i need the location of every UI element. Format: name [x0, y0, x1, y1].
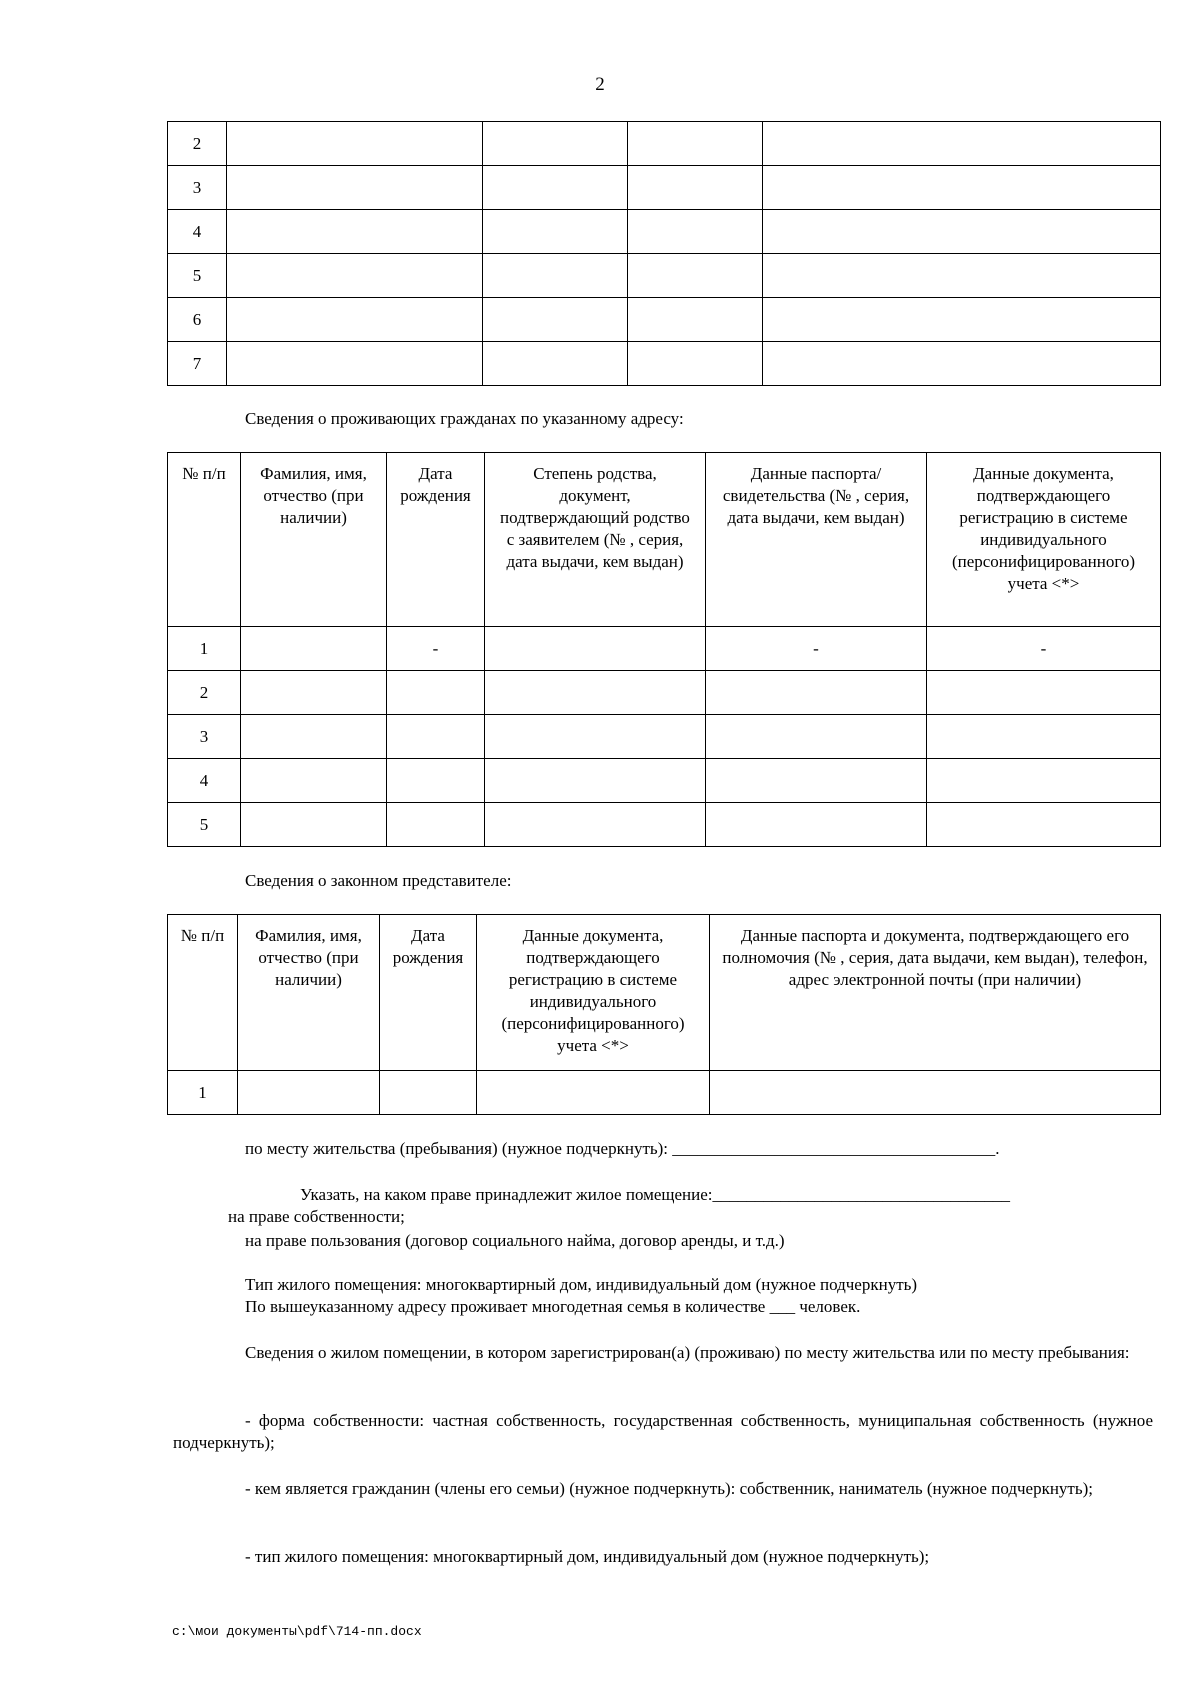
row-number-cell: 5	[168, 803, 241, 847]
table-cell[interactable]	[227, 166, 483, 210]
header-birth-date: Дата рождения	[387, 453, 485, 627]
right-label-line: Указать, на каком праве принадлежит жилое помещение:___________________________________	[300, 1185, 1011, 1204]
page-number: 2	[595, 74, 605, 95]
row-number-cell: 4	[168, 759, 241, 803]
row-number-cell: 4	[168, 210, 227, 254]
table-cell[interactable]	[927, 715, 1161, 759]
table-cell[interactable]	[706, 803, 927, 847]
table-header-row	[168, 453, 1161, 627]
table-cell[interactable]	[483, 298, 628, 342]
row-number-cell: 3	[168, 166, 227, 210]
table-cell[interactable]	[227, 210, 483, 254]
usage-line: на праве пользования (договор социального найма, договор аренды, и т.д.)	[245, 1231, 785, 1250]
housing-type-paragraph: - тип жилого помещения: многоквартирный дом, индивидуальный дом (нужное подчеркнуть);	[245, 1547, 930, 1566]
table-cell[interactable]	[241, 803, 387, 847]
ownership-line: на праве собственности;	[228, 1207, 405, 1226]
table-row	[168, 254, 1161, 298]
table-cell[interactable]	[485, 627, 706, 671]
table-cell[interactable]	[763, 342, 1161, 386]
table-cell[interactable]	[485, 715, 706, 759]
table-row	[168, 715, 1161, 759]
table-cell[interactable]	[387, 715, 485, 759]
table-cell[interactable]	[763, 298, 1161, 342]
continuation-table	[167, 121, 1161, 386]
table-cell[interactable]	[628, 166, 763, 210]
row-number-cell: 7	[168, 342, 227, 386]
table-cell[interactable]	[628, 254, 763, 298]
residence-line: по месту жительства (пребывания) (нужное подчеркнуть): ______________________________________.	[245, 1139, 1000, 1158]
row-number-cell: 1	[168, 627, 241, 671]
table-cell[interactable]: -	[387, 627, 485, 671]
table-cell[interactable]	[763, 122, 1161, 166]
table-cell[interactable]	[241, 671, 387, 715]
table-cell[interactable]	[387, 759, 485, 803]
table-row	[168, 342, 1161, 386]
table-cell[interactable]	[227, 122, 483, 166]
table-cell[interactable]	[483, 342, 628, 386]
table-cell[interactable]	[763, 166, 1161, 210]
row-number-cell: 2	[168, 671, 241, 715]
header-full-name: Фамилия, имя, отчество (при наличии)	[238, 915, 380, 1071]
residents-caption: Сведения о проживающих гражданах по указанному адресу:	[245, 409, 684, 428]
row-number-cell: 5	[168, 254, 227, 298]
table-row	[168, 166, 1161, 210]
table-cell[interactable]	[628, 298, 763, 342]
table-row	[168, 298, 1161, 342]
residents-table	[167, 452, 1161, 847]
table-cell[interactable]	[485, 671, 706, 715]
row-number-cell: 6	[168, 298, 227, 342]
header-registration-doc: Данные документа, подтверждающего регистрацию в системе индивидуального (персонифицированного) учета <*>	[927, 453, 1161, 627]
table-row	[168, 1071, 1161, 1115]
header-authority-doc: Данные паспорта и документа, подтверждающего его полномочия (№ , серия, дата выдачи, кем выдан), телефон, адрес электронной почты (при наличии)	[710, 915, 1161, 1071]
table-cell[interactable]	[628, 122, 763, 166]
table-row	[168, 671, 1161, 715]
table-cell[interactable]	[927, 671, 1161, 715]
header-full-name: Фамилия, имя, отчество (при наличии)	[241, 453, 387, 627]
table-cell[interactable]	[380, 1071, 477, 1115]
table-cell[interactable]	[238, 1071, 380, 1115]
housing-type-line: Тип жилого помещения: многоквартирный дом, индивидуальный дом (нужное подчеркнуть)	[245, 1275, 918, 1294]
representative-caption: Сведения о законном представителе:	[245, 871, 512, 890]
table-cell[interactable]: -	[706, 627, 927, 671]
header-passport: Данные паспорта/свидетельства (№ , серия, дата выдачи, кем выдан)	[706, 453, 927, 627]
table-row	[168, 803, 1161, 847]
table-cell[interactable]	[710, 1071, 1161, 1115]
table-header-row	[168, 915, 1161, 1071]
large-family-line: По вышеуказанному адресу проживает многодетная семья в количестве ___ человек.	[245, 1297, 861, 1316]
table-cell[interactable]	[241, 715, 387, 759]
header-birth-date: Дата рождения	[380, 915, 477, 1071]
header-number: № п/п	[168, 453, 241, 627]
table-cell[interactable]	[763, 210, 1161, 254]
table-cell[interactable]	[706, 671, 927, 715]
table-cell[interactable]	[483, 166, 628, 210]
table-cell[interactable]	[227, 298, 483, 342]
table-cell[interactable]	[763, 254, 1161, 298]
table-cell[interactable]: -	[927, 627, 1161, 671]
table-cell[interactable]	[927, 803, 1161, 847]
citizen-role-paragraph: - кем является гражданин (члены его семьи) (нужное подчеркнуть): собственник, наниматель (нужное подчеркнуть);	[245, 1479, 1093, 1498]
table-cell[interactable]	[927, 759, 1161, 803]
header-registration-doc: Данные документа, подтверждающего регистрацию в системе индивидуального (персонифицированного) учета <*>	[477, 915, 710, 1071]
registered-info-paragraph: Сведения о жилом помещении, в котором зарегистрирован(а) (проживаю) по месту жительства или по месту пребывания:	[245, 1343, 1130, 1362]
table-cell[interactable]	[387, 803, 485, 847]
table-cell[interactable]	[483, 254, 628, 298]
table-row	[168, 627, 1161, 671]
table-cell[interactable]	[227, 254, 483, 298]
table-row	[168, 759, 1161, 803]
header-number: № п/п	[168, 915, 238, 1071]
table-row	[168, 210, 1161, 254]
row-number-cell: 1	[168, 1071, 238, 1115]
table-cell[interactable]	[628, 342, 763, 386]
table-cell[interactable]	[706, 759, 927, 803]
table-cell[interactable]	[387, 671, 485, 715]
footer-file-path: c:\мои документы\pdf\714-пп.docx	[172, 1624, 422, 1639]
representative-table	[167, 914, 1161, 1115]
row-number-cell: 3	[168, 715, 241, 759]
row-number-cell: 2	[168, 122, 227, 166]
table-cell[interactable]	[628, 210, 763, 254]
ownership-form-paragraph: - форма собственности: частная собственность, государственная собственность, муниципальная собственность (нужное подчеркнуть);	[173, 1411, 1153, 1452]
table-cell[interactable]	[485, 759, 706, 803]
table-cell[interactable]	[241, 627, 387, 671]
table-cell[interactable]	[485, 803, 706, 847]
header-kinship: Степень родства, документ, подтверждающий родство с заявителем (№ , серия, дата выдачи, кем выдан)	[485, 453, 706, 627]
table-cell[interactable]	[477, 1071, 710, 1115]
table-cell[interactable]	[483, 122, 628, 166]
table-row	[168, 122, 1161, 166]
table-cell[interactable]	[483, 210, 628, 254]
table-cell[interactable]	[706, 715, 927, 759]
table-cell[interactable]	[241, 759, 387, 803]
table-cell[interactable]	[227, 342, 483, 386]
